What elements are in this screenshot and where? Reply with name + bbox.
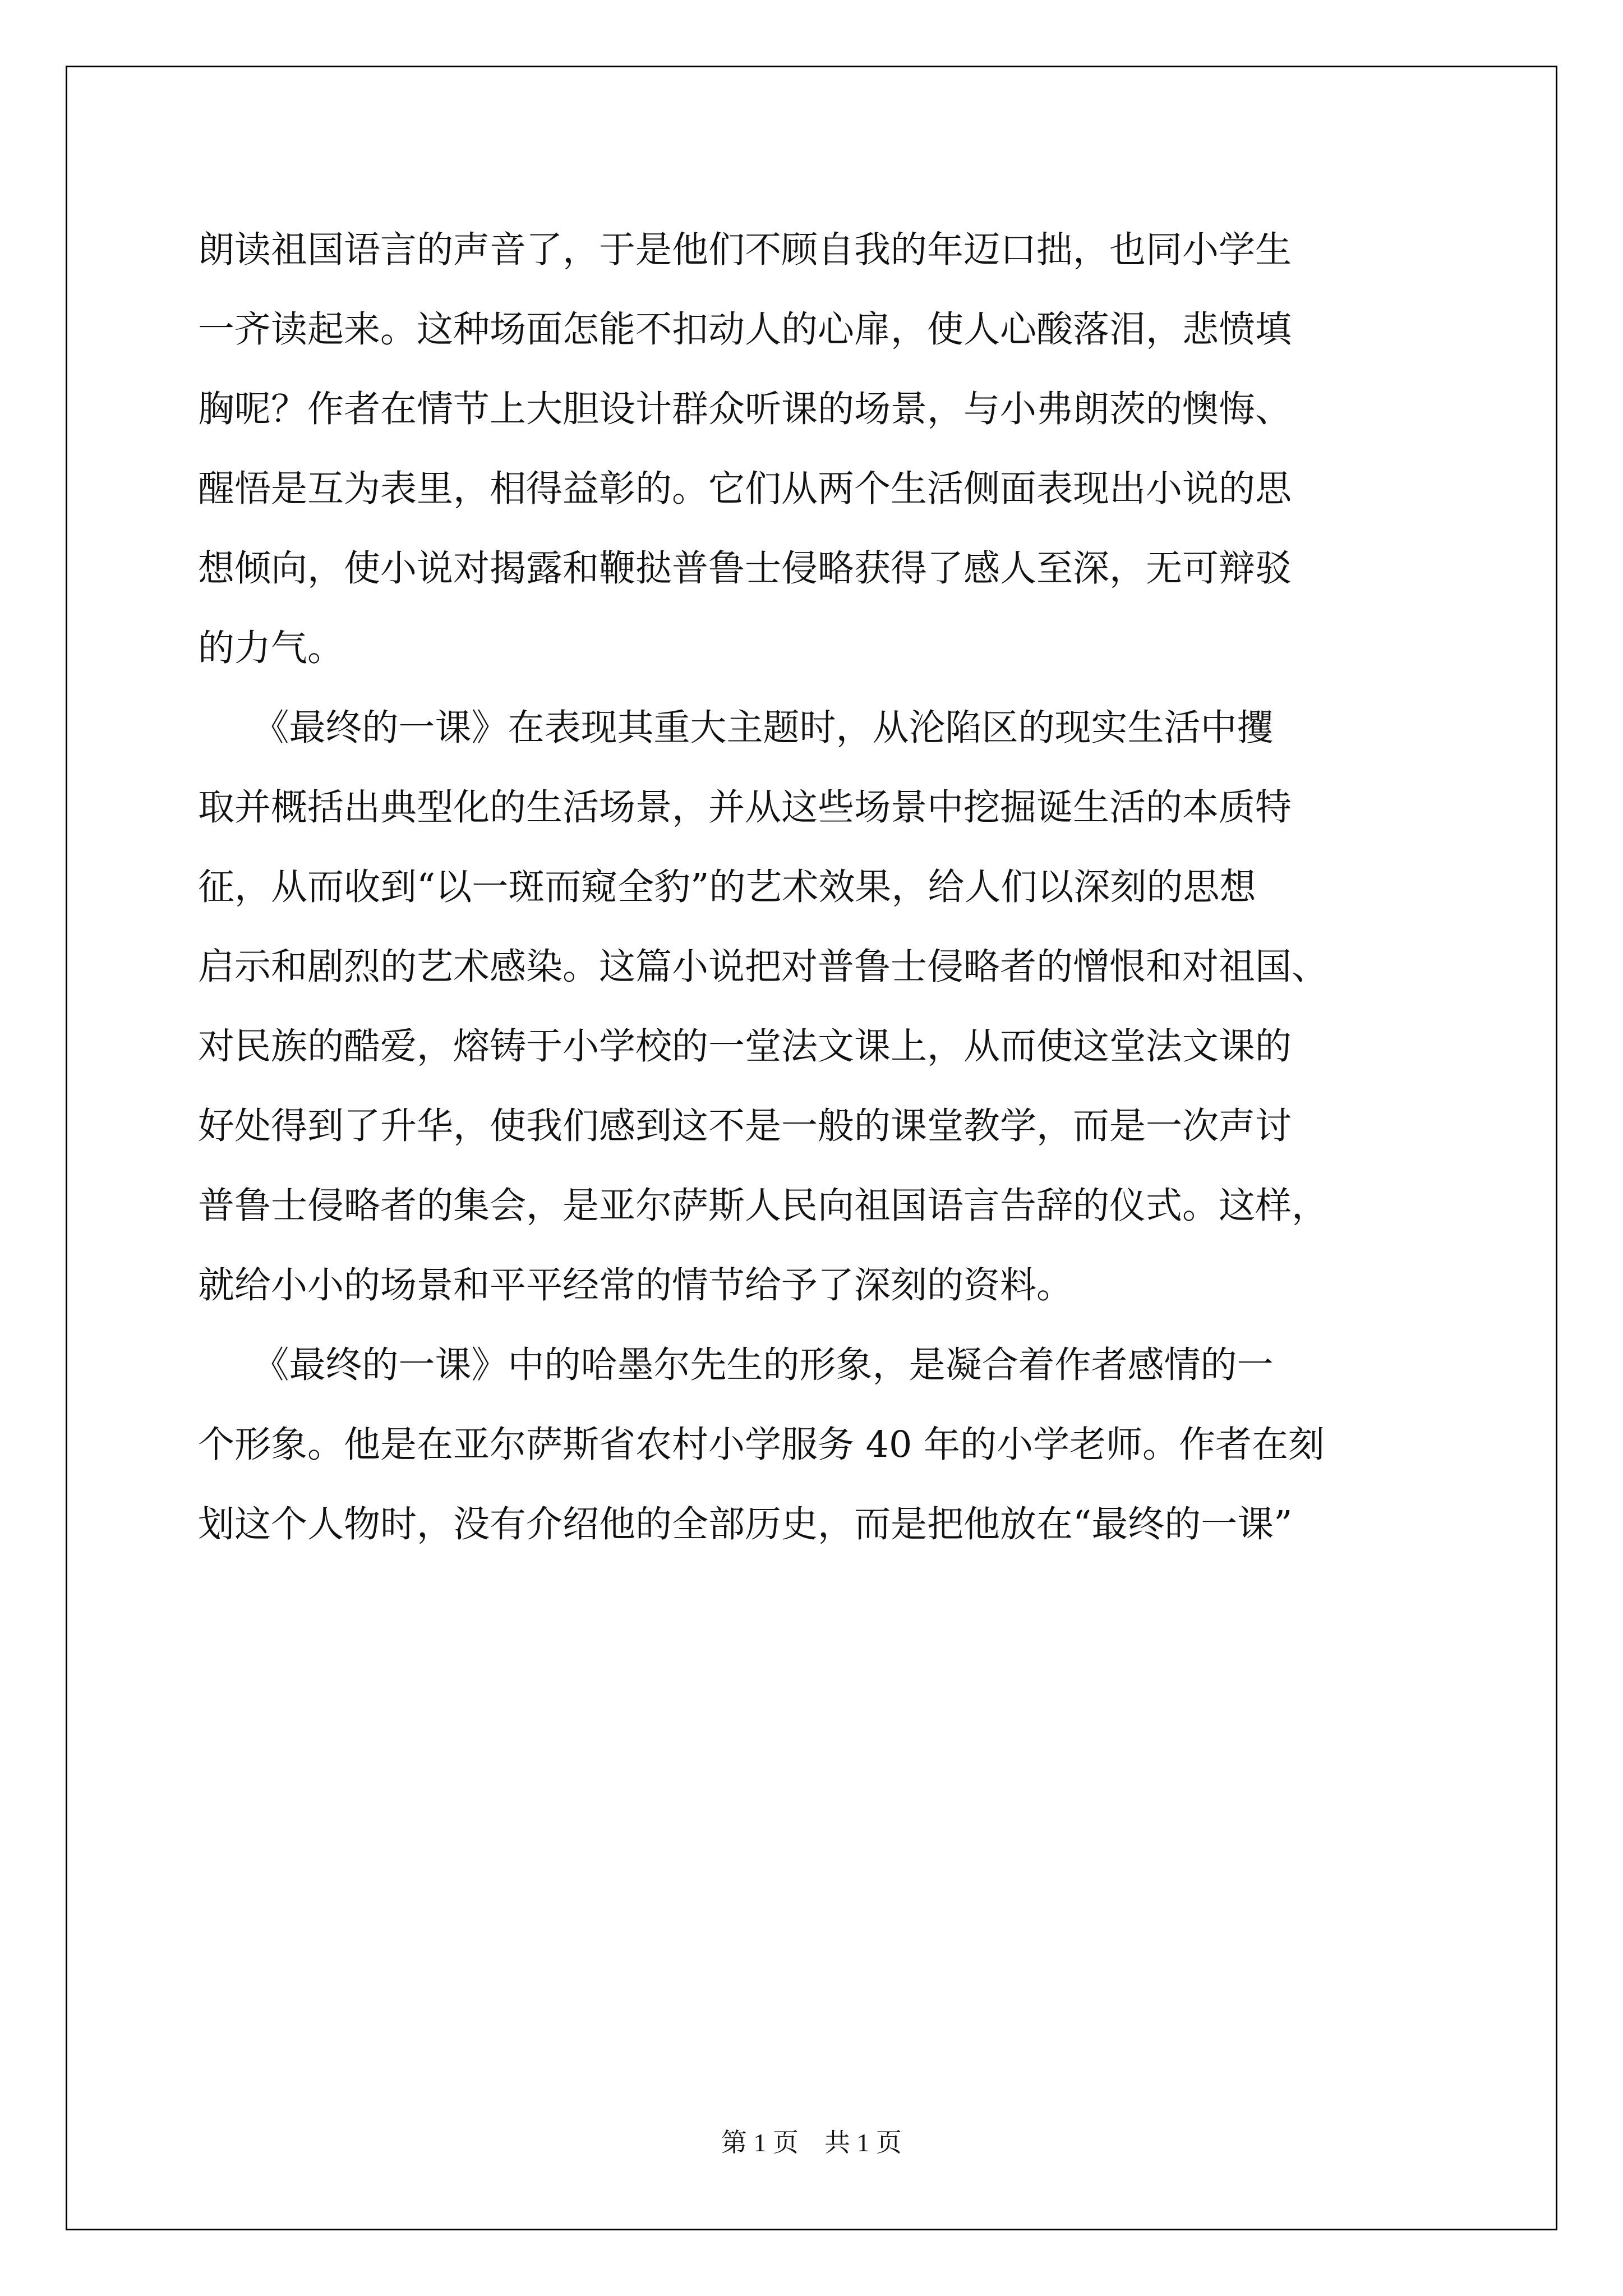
text-line: 一齐读起来。这种场面怎能不扣动人的心扉，使人心酸落泪，悲愤填 [198, 309, 1292, 351]
text-line: 征，从而收到“以一斑而窥全豹”的艺术效果，给人们以深刻的思想 [198, 866, 1256, 908]
text-line: 普鲁士侵略者的集会，是亚尔萨斯人民向祖国语言告辞的仪式。这样， [198, 1185, 1329, 1227]
text-line: 个形象。他是在亚尔萨斯省农村小学服务 40 年的小学老师。作者在刻 [198, 1424, 1325, 1466]
text-line: 划这个人物时，没有介绍他的全部历史，而是把他放在“最终的一课” [198, 1503, 1293, 1545]
document-body [198, 210, 1454, 1565]
page-total: 共 1 页 [824, 2128, 902, 2157]
text-line: 《最终的一课》中的哈墨尔先生的形象，是凝合着作者感情的一 [198, 1344, 1274, 1386]
text-line: 胸呢？作者在情节上大胆设计群众听课的场景，与小弗朗茨的懊悔、 [198, 388, 1292, 430]
text-line: 《最终的一课》在表现其重大主题时，从沦陷区的现实生活中攫 [198, 707, 1274, 749]
text-line: 对民族的酷爱，熔铸于小学校的一堂法文课上，从而使这堂法文课的 [198, 1025, 1292, 1068]
text-line: 朗读祖国语言的声音了，于是他们不顾自我的年迈口拙，也同小学生 [198, 229, 1292, 271]
text-line: 的力气。 [198, 627, 344, 669]
page-number: 第 1 页 [721, 2128, 799, 2157]
text-line: 好处得到了升华，使我们感到这不是一般的课堂教学，而是一次声讨 [198, 1105, 1292, 1147]
text-line: 取并概括出典型化的生活场景，并从这些场景中挖掘诞生活的本质特 [198, 786, 1292, 829]
text-line: 就给小小的场景和平平经常的情节给予了深刻的资料。 [198, 1264, 1073, 1306]
text-line: 启示和剧烈的艺术感染。这篇小说把对普鲁士侵略者的憎恨和对祖国、 [198, 946, 1329, 988]
text-line: 想倾向，使小说对揭露和鞭挞普鲁士侵略获得了感人至深，无可辩驳 [198, 547, 1292, 590]
page-footer [0, 2126, 1623, 2160]
text-line: 醒悟是互为表里，相得益彰的。它们从两个生活侧面表现出小说的思 [198, 468, 1292, 510]
